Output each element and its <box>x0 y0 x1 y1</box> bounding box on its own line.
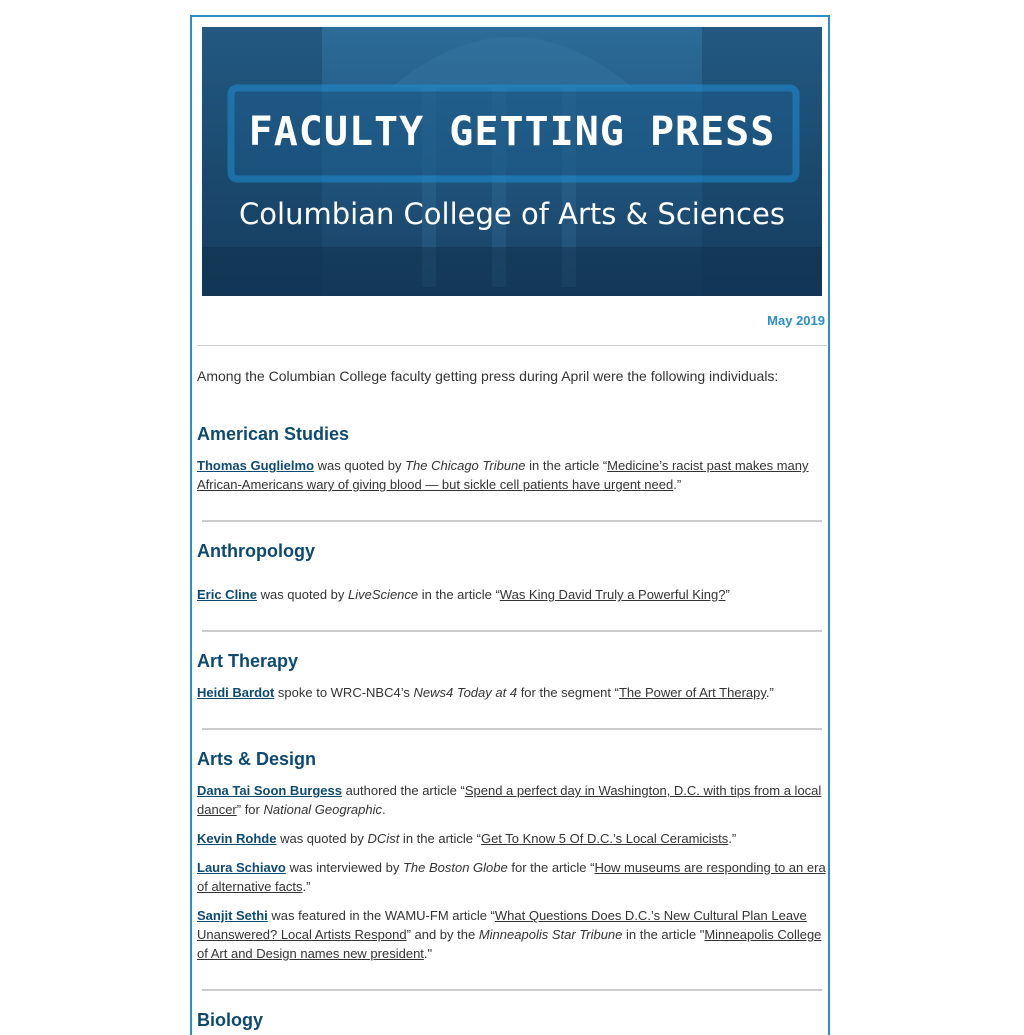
article-link[interactable]: The Power of Art Therapy <box>618 685 766 700</box>
article-link[interactable]: Spend a perfect day in Washington, D.C. with tips from a local dancer <box>197 783 822 817</box>
faculty-name-link[interactable]: Dana Tai Soon Burgess <box>197 783 342 798</box>
press-entry: Laura Schiavo was interviewed by The Boston Globe for the article “How museums are responding to an era of alternative facts.” <box>197 860 826 894</box>
faculty-name-link[interactable]: Eric Cline <box>197 587 257 602</box>
header-banner <box>202 27 822 296</box>
press-entry: Dana Tai Soon Burgess authored the article “Spend a perfect day in Washington, D.C. with tips from a local dancer” for National Geographic. <box>197 783 822 817</box>
section-heading: Biology <box>197 1010 263 1030</box>
banner-subtitle: Columbian College of Arts & Sciences <box>239 197 785 231</box>
press-entry: Eric Cline was quoted by LiveScience in the article “Was King David Truly a Powerful King?” <box>197 587 730 602</box>
banner-graphic <box>202 27 822 296</box>
outlet-name: LiveScience <box>348 587 419 602</box>
press-entry: Kevin Rohde was quoted by DCist in the article “Get To Know 5 Of D.C.’s Local Ceramicists.” <box>197 831 737 846</box>
article-link[interactable]: Minneapolis College of Art and Design names new president <box>197 927 822 961</box>
faculty-name-link[interactable]: Laura Schiavo <box>197 860 286 875</box>
issue-date: May 2019 <box>767 313 825 328</box>
section-heading: Anthropology <box>197 541 315 561</box>
section-divider <box>202 630 822 632</box>
faculty-name-link[interactable]: Sanjit Sethi <box>197 908 268 923</box>
article-link[interactable]: Medicine’s racist past makes many African-Americans wary of giving blood — but sickle cell patients have urgent need <box>197 458 809 492</box>
section-divider <box>202 520 822 522</box>
article-link[interactable]: What Questions Does D.C.’s New Cultural Plan Leave Unanswered? Local Artists Respond <box>197 908 807 942</box>
main-content <box>197 367 829 1031</box>
outlet-name: The Boston Globe <box>402 860 508 875</box>
intro-text: Among the Columbian College faculty getting press during April were the following individuals: <box>197 368 779 384</box>
section-heading: Arts & Design <box>197 749 317 769</box>
article-link[interactable]: Was King David Truly a Powerful King? <box>499 587 726 602</box>
faculty-name-link[interactable]: Heidi Bardot <box>197 685 275 700</box>
newsletter-frame <box>190 15 830 1035</box>
article-link[interactable]: Get To Know 5 Of D.C.’s Local Ceramicists <box>480 831 729 846</box>
section-heading: American Studies <box>197 424 350 444</box>
article-link[interactable]: How museums are responding to an era of alternative facts <box>197 860 826 894</box>
outlet-name: National Geographic <box>263 802 383 817</box>
section-divider <box>202 989 822 991</box>
faculty-name-link[interactable]: Kevin Rohde <box>197 831 277 846</box>
faculty-name-link[interactable]: Thomas Guglielmo <box>197 458 315 473</box>
section-heading: Art Therapy <box>197 651 299 671</box>
outlet-name: The Chicago Tribune <box>405 458 526 473</box>
outlet-name: News4 Today at 4 <box>413 685 518 700</box>
outlet-name: DCist <box>367 831 400 846</box>
outlet-name: Minneapolis Star Tribune <box>478 927 623 942</box>
press-entry: Thomas Guglielmo was quoted by The Chicago Tribune in the article “Medicine’s racist past makes many African-Americans wary of giving blood — but sickle cell patients have urgent need.” <box>197 458 809 492</box>
press-entry: Sanjit Sethi was featured in the WAMU-FM article “What Questions Does D.C.’s New Cultural Plan Leave Unanswered? Local Artists Respond” and by the Minneapolis Star Tribune in the article "Minneapolis College of Art and Design names new president." <box>197 908 822 961</box>
section-divider <box>202 728 822 730</box>
banner-title: FACULTY GETTING PRESS <box>248 109 776 155</box>
press-entry: Heidi Bardot spoke to WRC-NBC4’s News4 Today at 4 for the segment “The Power of Art Therapy.” <box>197 685 774 700</box>
divider <box>197 345 827 346</box>
